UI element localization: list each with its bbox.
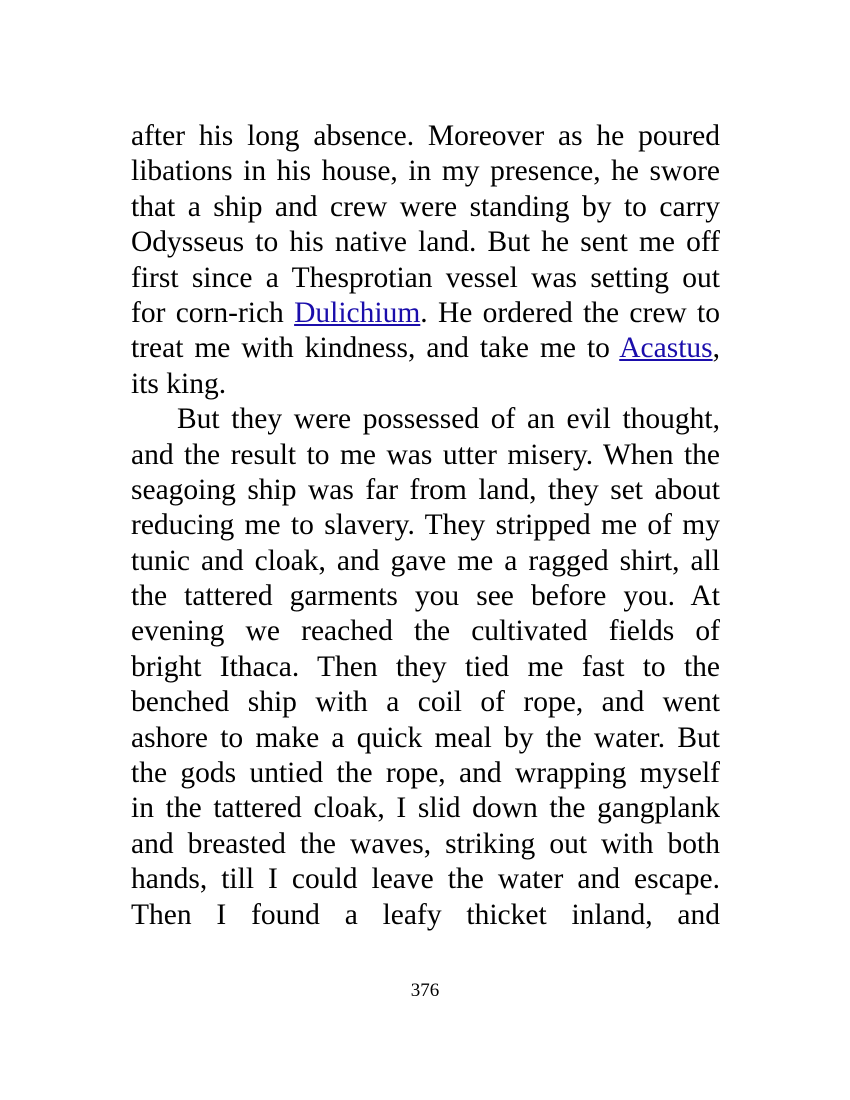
text-line: Then I found a leafy thicket inland, and <box>131 898 720 931</box>
text-line: ashore to make a quick meal by the water. But <box>131 721 720 754</box>
text-line: after his long absence. Moreover as he poured <box>131 120 720 152</box>
text-line: that a ship and crew were standing by to carry <box>131 190 720 223</box>
text-segment: for corn-rich <box>131 296 295 329</box>
page-number: 376 <box>410 980 440 1001</box>
text-line: in the tattered cloak, I slid down the gangplank <box>131 792 720 825</box>
text-line: the gods untied the rope, and wrapping myself <box>131 757 720 790</box>
text-line: tunic and cloak, and gave me a ragged shirt, all <box>131 544 720 577</box>
text-line: and breasted the waves, striking out with both <box>131 827 720 860</box>
text-line <box>131 296 720 331</box>
text-line: its king. <box>131 367 227 400</box>
text-line: reducing me to slavery. They stripped me of my <box>131 509 720 542</box>
paragraph <box>131 119 720 402</box>
text-line: the tattered garments you see before you. At <box>131 580 720 613</box>
text-line: hands, till I could leave the water and escape. <box>131 863 720 896</box>
acastus-link[interactable]: Acastus <box>619 332 713 365</box>
text-line: first since a Thesprotian vessel was setting out <box>131 261 720 294</box>
dulichium-link[interactable]: Dulichium <box>294 296 421 329</box>
text-line <box>131 331 720 366</box>
text-line: benched ship with a coil of rope, and went <box>131 686 720 719</box>
text-line: seagoing ship was far from land, they set about <box>131 473 720 506</box>
text-line: bright Ithaca. Then they tied me fast to the <box>131 650 720 683</box>
text-line: But they were possessed of an evil thought, <box>177 403 720 436</box>
paragraph <box>131 402 720 933</box>
text-line: Odysseus to his native land. But he sent me off <box>131 226 720 259</box>
text-segment: treat me with kindness, and take me to <box>131 332 620 365</box>
text-line: libations in his house, in my presence, he swore <box>131 155 720 188</box>
body-text <box>131 119 720 933</box>
text-line: evening we reached the cultivated fields of <box>131 615 720 648</box>
text-segment: . He ordered the crew to <box>420 296 720 329</box>
text-segment: , <box>712 332 720 365</box>
text-line: and the result to me was utter misery. When the <box>131 438 720 471</box>
